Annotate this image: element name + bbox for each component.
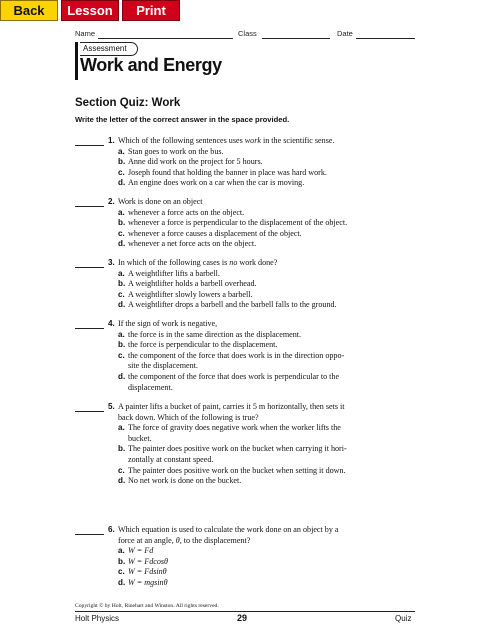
back-button[interactable]: Back	[0, 0, 58, 21]
answer-blank[interactable]	[75, 328, 104, 329]
question-5	[75, 402, 420, 487]
option-d: d. the component of the force that does work is perpendicular to the displacement.	[118, 371, 340, 392]
title-accent-bar	[75, 42, 78, 80]
answer-blank[interactable]	[75, 267, 104, 268]
option-a: a. the force is in the same direction as the displacement.	[118, 329, 302, 339]
assessment-tab: Assessment	[80, 42, 138, 56]
footer-divider	[75, 611, 415, 612]
question-stem: In which of the following cases is no work done?	[118, 258, 278, 267]
question-stem: A painter lifts a bucket of paint, carries it 5 m horizontally, then sets it back down. Which of the following is true?	[118, 402, 345, 422]
question-number: 4.	[108, 319, 115, 328]
document-type: Quiz	[395, 614, 412, 623]
question-number: 5.	[108, 402, 115, 411]
question-2	[75, 197, 420, 250]
answer-blank[interactable]	[75, 534, 104, 535]
option-d: d. An engine does work on a car when the car is moving.	[118, 178, 305, 188]
answer-blank[interactable]	[75, 206, 104, 207]
option-a: a. whenever a force acts on the object.	[118, 207, 245, 217]
option-a: a. A weightlifter lifts a barbell.	[118, 268, 220, 278]
question-3	[75, 258, 420, 311]
name-label: Name	[75, 29, 96, 38]
nav-bar	[0, 0, 180, 21]
instructions: Write the letter of the correct answer in the space provided.	[75, 115, 290, 124]
page-title: Work and Energy	[80, 55, 222, 75]
question-4	[75, 319, 420, 393]
option-b: b. The painter does positive work on the bucket when carrying it hori- zontally at constant speed.	[118, 444, 347, 464]
option-a: a. W = Fd	[118, 546, 154, 556]
question-number: 3.	[108, 258, 115, 267]
lesson-button[interactable]: Lesson	[61, 0, 119, 21]
option-c: c. Joseph found that holding the banner in place was hard work.	[118, 167, 327, 177]
question-6	[75, 525, 420, 589]
option-c: c. whenever a force causes a displacement of the object.	[118, 228, 302, 238]
option-c: c. A weightlifter slowly lowers a barbell.	[118, 289, 253, 299]
page-number: 29	[237, 613, 248, 623]
option-d: d. whenever a net force acts on the object.	[118, 239, 257, 249]
class-line	[262, 38, 330, 39]
answer-blank[interactable]	[75, 411, 104, 412]
question-stem: If the sign of work is negative,	[118, 319, 218, 328]
option-b: b. W = Fdcosθ	[118, 556, 169, 566]
option-d: d. A weightlifter drops a barbell and the barbell falls to the ground.	[118, 300, 337, 310]
option-b: b. whenever a force is perpendicular to the displacement of the object.	[118, 218, 348, 228]
answer-blank[interactable]	[75, 145, 104, 146]
option-a: a. Stan goes to work on the bus.	[118, 146, 224, 156]
question-number: 1.	[108, 136, 115, 145]
option-c: c. W = Fdsinθ	[118, 567, 167, 577]
option-b: b. A weightlifter holds a barbell overhead.	[118, 279, 257, 289]
class-label: Class	[238, 29, 257, 38]
question-stem: Work is done on an object	[118, 197, 203, 206]
option-b: b. the force is perpendicular to the displacement.	[118, 340, 278, 350]
name-line	[98, 38, 233, 39]
section-title: Section Quiz: Work	[75, 97, 181, 109]
student-info-row	[75, 28, 415, 42]
question-stem: Which of the following sentences uses work in the scientific sense.	[118, 136, 335, 145]
option-b: b. Anne did work on the project for 5 hours.	[118, 157, 263, 167]
question-number: 2.	[108, 197, 115, 206]
copyright-notice: Copyright © by Holt, Rinehart and Winston. All rights reserved.	[75, 603, 219, 609]
option-c: c. the component of the force that does work is in the direction oppo- site the displacement.	[118, 350, 345, 371]
print-button[interactable]: Print	[122, 0, 180, 21]
option-d: d. W = mgsinθ	[118, 577, 168, 587]
question-stem: Which equation is used to calculate the work done on an object by a force at an angle, θ, to the displacement?	[118, 525, 339, 545]
question-number: 6.	[108, 525, 115, 534]
question-1	[75, 136, 420, 189]
date-line	[356, 38, 415, 39]
option-d: d. No net work is done on the bucket.	[118, 476, 242, 486]
option-c: c. The painter does positive work on the bucket when setting it down.	[118, 465, 346, 475]
book-title: Holt Physics	[75, 614, 120, 623]
date-label: Date	[337, 29, 353, 38]
option-a: a. The force of gravity does negative work when the worker lifts the bucket.	[118, 423, 341, 443]
